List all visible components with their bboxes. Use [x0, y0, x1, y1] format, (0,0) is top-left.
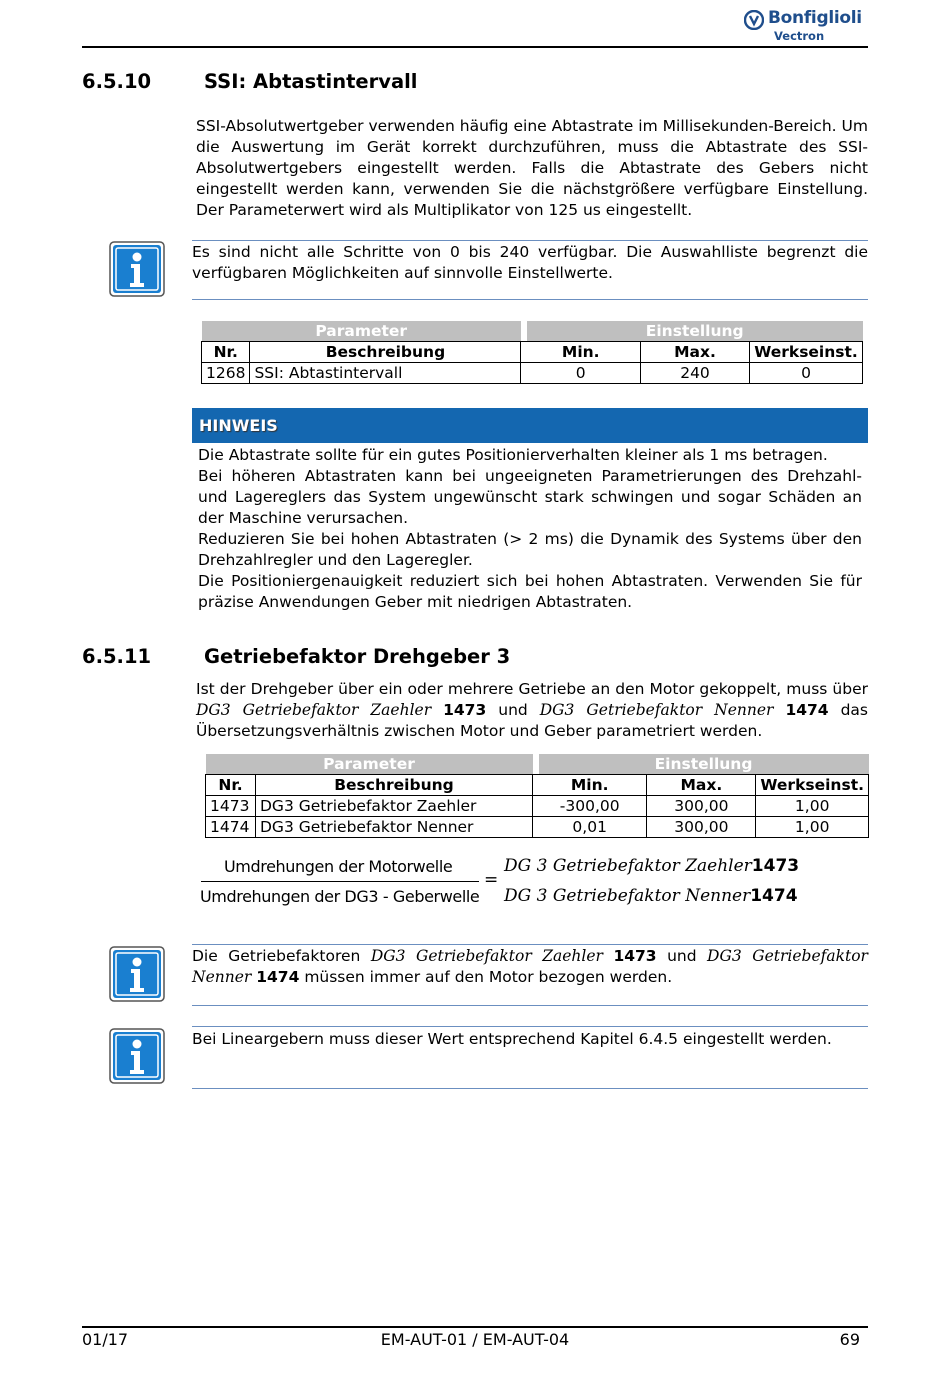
- parameter-table-gear: [205, 754, 869, 838]
- section-heading-6-5-11: [82, 645, 782, 671]
- intro-text: das Übersetzungsverhältnis zwischen Motor und Geber parametriert werden.: [196, 701, 868, 740]
- group-header-parameter: Parameter: [202, 321, 521, 342]
- formula-param-name: DG 3 Getriebefaktor Zaehler: [504, 856, 752, 876]
- formula-param-number: 1474: [750, 886, 798, 906]
- footer-page-number: 69: [839, 1330, 860, 1349]
- cell-min: 0: [521, 363, 641, 384]
- cell-nr: 1473: [206, 796, 256, 817]
- section1-paragraph: [196, 116, 868, 221]
- cell-desc: SSI: Abtastintervall: [250, 363, 521, 384]
- param-name: DG3 Getriebefaktor Nenner: [192, 947, 868, 986]
- table-row: [202, 363, 863, 384]
- cell-nr: 1474: [206, 817, 256, 838]
- formula-equals: =: [484, 870, 499, 890]
- col-header-desc: Beschreibung: [256, 775, 533, 796]
- col-header-min: Min.: [533, 775, 647, 796]
- intro-text: Ist der Drehgeber über ein oder mehrere Getriebe an den Motor gekoppelt, muss über: [196, 680, 868, 698]
- formula-right-denominator: [504, 886, 798, 906]
- hinweis-line: Reduzieren Sie bei hohen Abtastraten (> 2 ms) die Dynamik des Systems über den Drehzahlregler und den Lageregler.: [198, 530, 862, 569]
- group-header-parameter: Parameter: [206, 754, 533, 775]
- fraction-line: [201, 881, 479, 882]
- hinweis-line: Bei höheren Abtastraten kann bei ungeeigneten Parametrierungen des Drehzahl- und Lagereglers das System ungewünscht stark schwingen und sogar Schäden an der Maschine verursachen.: [198, 467, 862, 527]
- section-heading-6-5-10: [82, 70, 782, 96]
- info-note-sampling: [192, 240, 868, 300]
- cell-min: 0,01: [533, 817, 647, 838]
- formula-left-denominator: Umdrehungen der DG3 - Geberwelle: [200, 887, 480, 906]
- paragraph-text: SSI-Absolutwertgeber verwenden häufig eine Abtastrate im Millisekunden-Bereich. Um die Auswertung im Gerät korrekt durchzuführen, muss die Abtastrate des SSI-Absolutwertgebers eingestellt werden. Falls die Abtastrate des Gebers nicht eingestellt werden kann, verwenden Sie die nächstgrößere verfügbare Einstellung. Der Parameterwert wird als Multiplikator von 125 us eingestellt.: [196, 117, 868, 219]
- cell-min: -300,00: [533, 796, 647, 817]
- col-header-max: Max.: [647, 775, 756, 796]
- cell-desc: DG3 Getriebefaktor Zaehler: [256, 796, 533, 817]
- hinweis-line: Die Abtastrate sollte für ein gutes Positionierverhalten kleiner als 1 ms betragen.: [198, 446, 828, 464]
- parameter-table-1268: [201, 321, 863, 384]
- formula-param-number: 1473: [751, 856, 800, 876]
- table-row: [206, 817, 869, 838]
- col-header-max: Max.: [641, 342, 750, 363]
- cell-desc: DG3 Getriebefaktor Nenner: [256, 817, 533, 838]
- info-fragment: müssen immer auf den Motor bezogen werden.: [304, 968, 673, 986]
- info-icon: [109, 1028, 165, 1084]
- hinweis-body: [198, 445, 862, 613]
- param-number: 1474: [785, 701, 829, 719]
- col-header-default: Werkseinst.: [750, 342, 863, 363]
- col-header-nr: Nr.: [206, 775, 256, 796]
- param-name: DG3 Getriebefaktor Zaehler: [196, 701, 432, 719]
- param-number: 1474: [256, 968, 300, 986]
- brand-logo: [744, 8, 868, 46]
- param-name: DG3 Getriebefaktor Nenner: [539, 701, 774, 719]
- conjunction: und: [498, 701, 528, 719]
- param-name: DG3 Getriebefaktor Zaehler: [370, 947, 603, 965]
- section-number: 6.5.11: [82, 645, 152, 668]
- cell-default: 0: [750, 363, 863, 384]
- col-header-default: Werkseinst.: [756, 775, 869, 796]
- info-text: Es sind nicht alle Schritte von 0 bis 240 verfügbar. Die Auswahlliste begrenzt die verfügbaren Möglichkeiten auf sinnvolle Einstellwerte.: [192, 243, 868, 282]
- cell-max: 300,00: [647, 796, 756, 817]
- section-title: SSI: Abtastintervall: [204, 70, 418, 93]
- section-title: Getriebefaktor Drehgeber 3: [204, 645, 511, 668]
- cell-default: 1,00: [756, 817, 869, 838]
- col-header-nr: Nr.: [202, 342, 250, 363]
- info-text: [192, 946, 868, 988]
- footer-doc-id: EM-AUT-01 / EM-AUT-04: [380, 1330, 570, 1349]
- group-header-setting: Einstellung: [539, 754, 869, 775]
- info-icon: [109, 946, 165, 1002]
- col-header-min: Min.: [521, 342, 641, 363]
- conjunction: und: [667, 947, 697, 965]
- info-note-linear: [192, 1026, 868, 1089]
- header-rule: [82, 46, 868, 48]
- formula-left-numerator: Umdrehungen der Motorwelle: [224, 857, 453, 876]
- hinweis-banner: [192, 408, 868, 443]
- hinweis-label: HINWEIS: [199, 416, 278, 435]
- gear-ratio-formula: [198, 852, 798, 912]
- section2-paragraph: [196, 679, 868, 742]
- info-text: Bei Lineargebern muss dieser Wert entsprechend Kapitel 6.4.5 eingestellt werden.: [192, 1030, 832, 1048]
- cell-default: 1,00: [756, 796, 869, 817]
- param-number: 1473: [613, 947, 657, 965]
- bonfiglioli-logo-icon: [744, 10, 764, 30]
- cell-max: 240: [641, 363, 750, 384]
- cell-max: 300,00: [647, 817, 756, 838]
- info-icon: [109, 241, 165, 297]
- table-row: [206, 796, 869, 817]
- info-fragment: Die Getriebefaktoren: [192, 947, 361, 965]
- footer-date: 01/17: [82, 1330, 129, 1349]
- group-header-setting: Einstellung: [527, 321, 863, 342]
- cell-nr: 1268: [202, 363, 250, 384]
- formula-param-name: DG 3 Getriebefaktor Nenner: [504, 886, 751, 906]
- brand-name: Bonfiglioli: [768, 8, 862, 28]
- paragraph-text: [196, 679, 868, 742]
- brand-sub: Vectron: [774, 29, 825, 43]
- info-note-gear-factors: [192, 944, 868, 1006]
- formula-right-numerator: [504, 856, 799, 876]
- hinweis-line: Die Positioniergenauigkeit reduziert sich bei hohen Abtastraten. Verwenden Sie für präzise Anwendungen Geber mit niedrigen Abtastraten.: [198, 572, 862, 611]
- footer-rule: [82, 1326, 868, 1328]
- col-header-desc: Beschreibung: [250, 342, 521, 363]
- param-number: 1473: [443, 701, 487, 719]
- section-number: 6.5.10: [82, 70, 152, 93]
